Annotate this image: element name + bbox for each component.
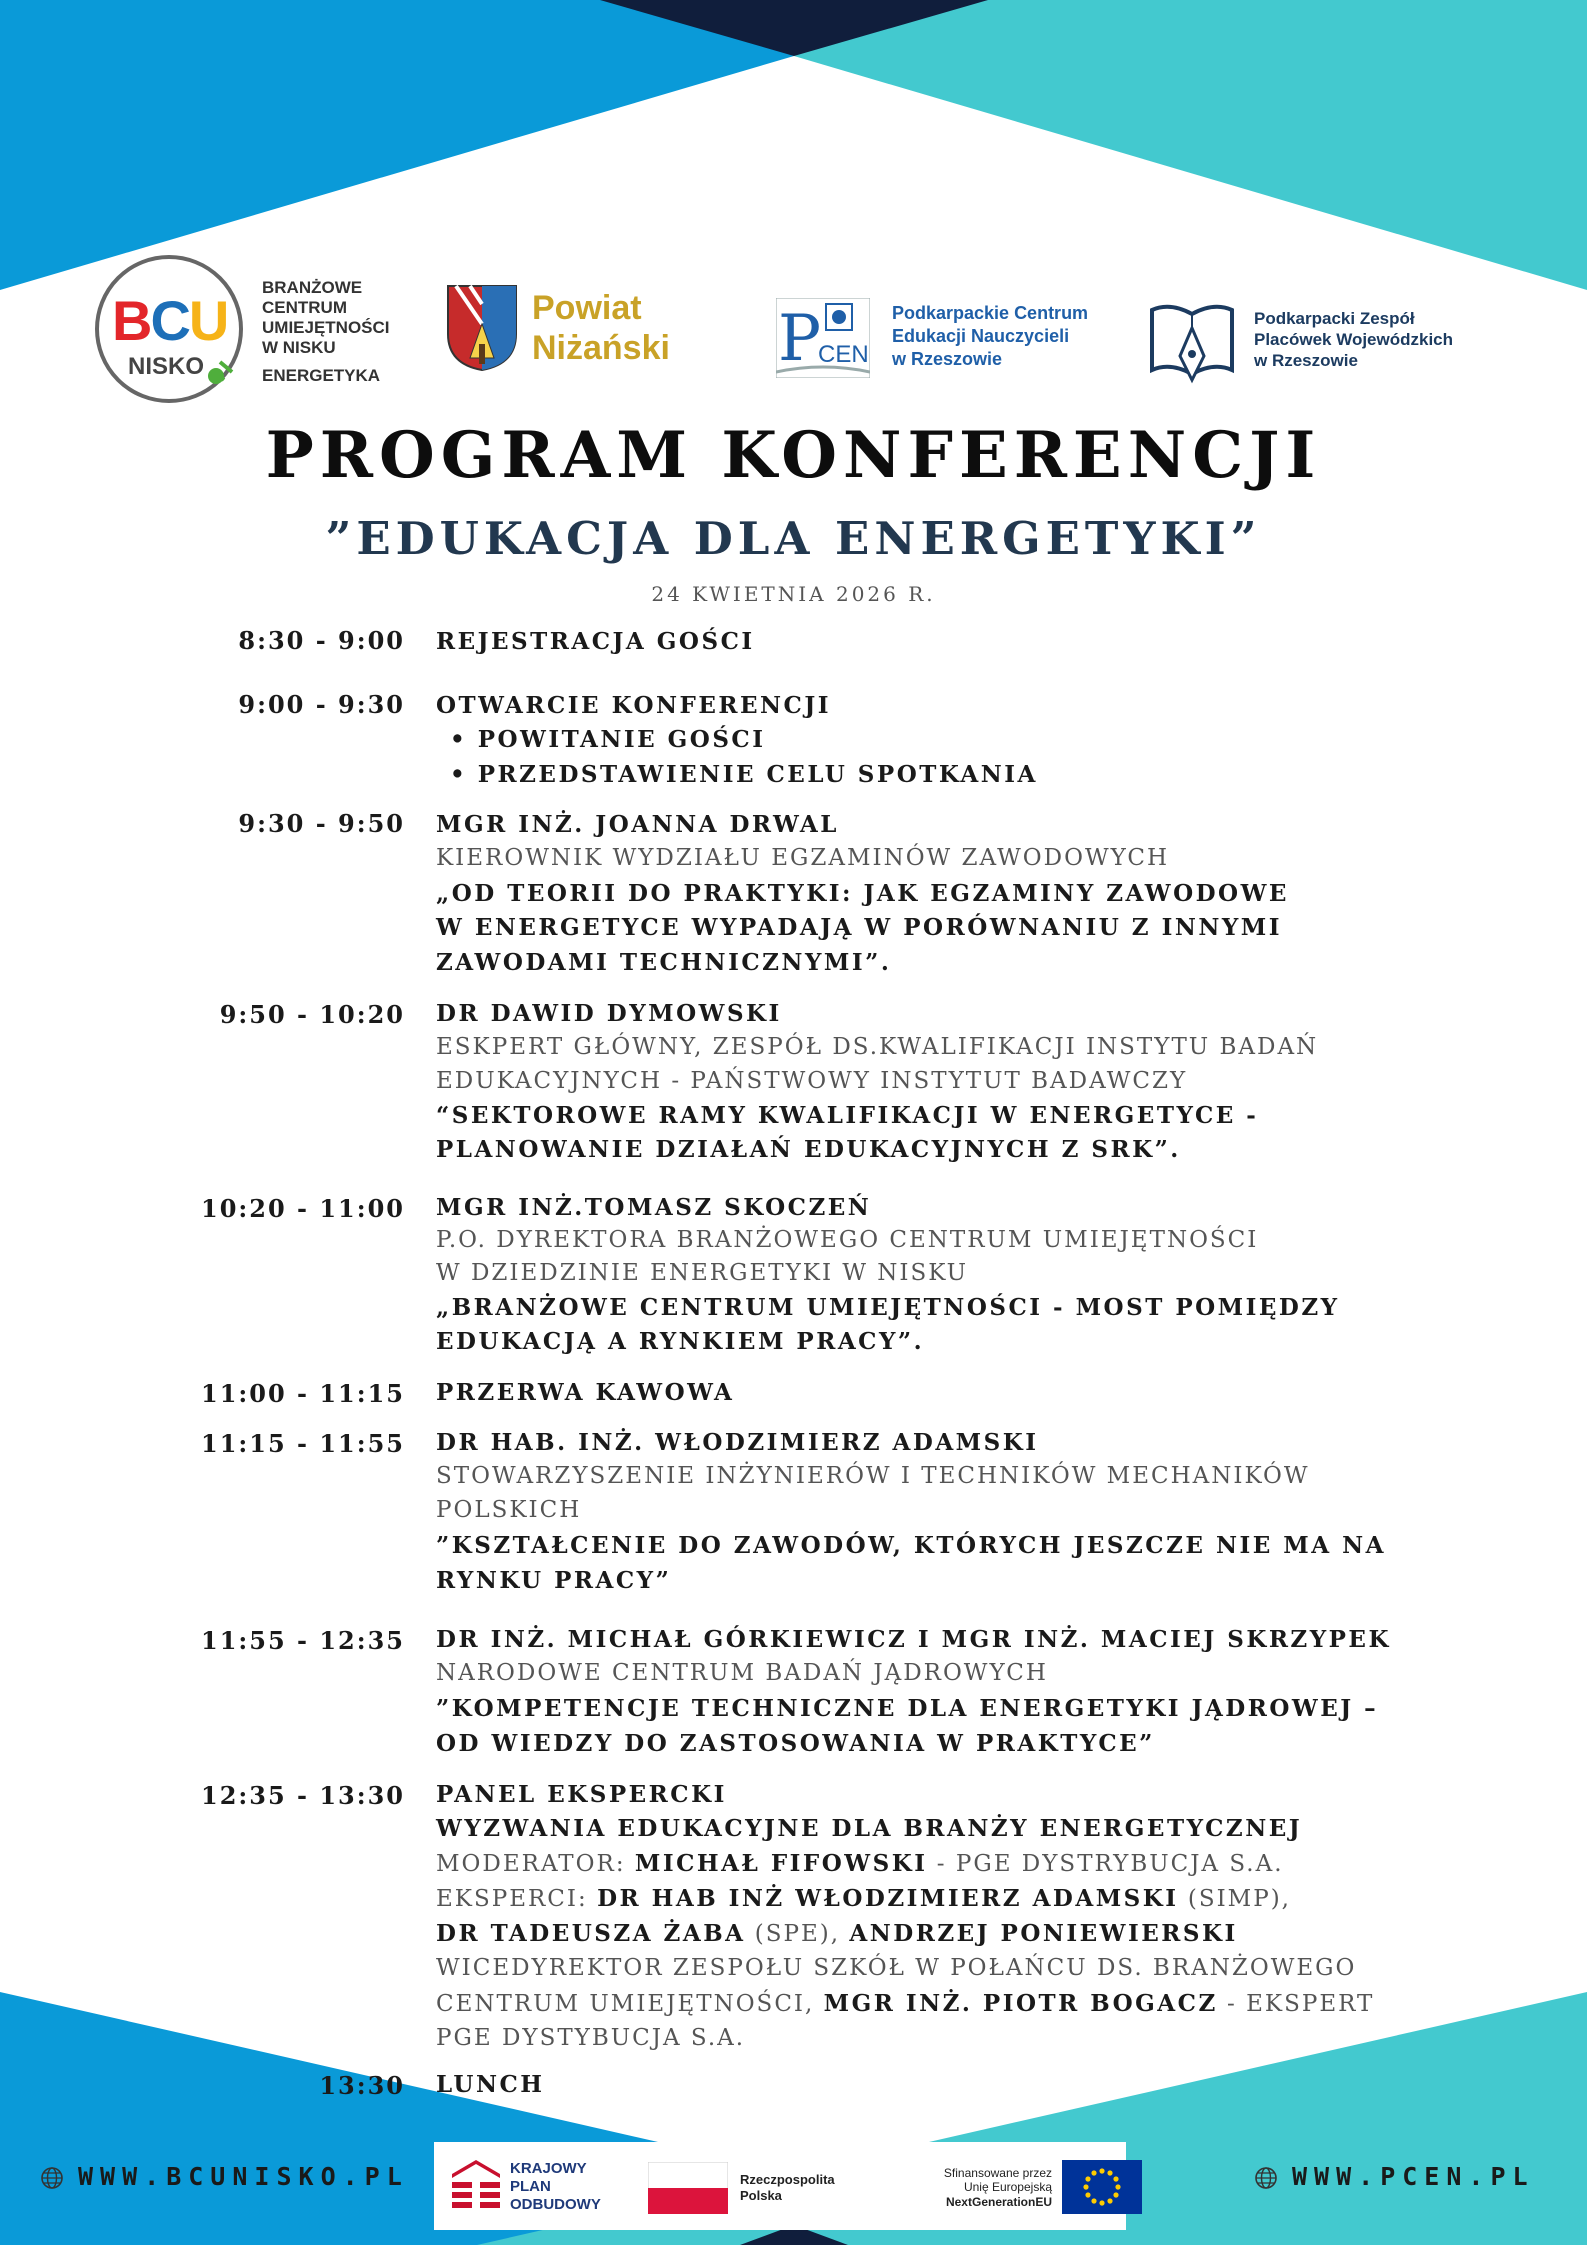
talk-title: RYNKU PRACY” xyxy=(436,1567,672,1594)
speaker-role: STOWARZYSZENIE INŻYNIERÓW I TECHNIKÓW MECHANIKÓW xyxy=(436,1463,1310,1489)
talk-title: „OD TEORII DO PRAKTYKI: JAK EGZAMINY ZAWODOWE xyxy=(436,880,1289,907)
session-time: 11:15 - 11:55 xyxy=(201,1429,405,1458)
funding-logos xyxy=(434,2142,1126,2230)
session-title: REJESTRACJA GOŚCI xyxy=(436,628,755,655)
speaker-name: MGR INŻ. JOANNA DRWAL xyxy=(436,811,839,838)
bcu-letters: BCU xyxy=(112,289,228,352)
globe-icon xyxy=(40,2166,64,2190)
session-time: 10:20 - 11:00 xyxy=(201,1194,405,1223)
talk-title: „BRANŻOWE CENTRUM UMIEJĘTNOŚCI - MOST POMIĘDZY xyxy=(436,1294,1340,1321)
talk-title: “SEKTOROWE RAMY KWALIFIKACJI W ENERGETYCE - xyxy=(436,1102,1259,1129)
session-time: 11:55 - 12:35 xyxy=(201,1626,405,1655)
talk-title: ”KSZTAŁCENIE DO ZAWODÓW, KTÓRYCH JESZCZE NIE MA NA xyxy=(436,1532,1386,1559)
session-time: 8:30 - 9:00 xyxy=(238,626,405,655)
pcen-name: Podkarpackie Centrum Edukacji Nauczycieli w Rzeszowie xyxy=(892,303,1089,369)
bullet-item: • PRZEDSTAWIENIE CELU SPOTKANIA xyxy=(450,761,1038,788)
bcu-name: BRANŻOWE CENTRUM UMIEJĘTNOŚCI W NISKU ENERGETYKA xyxy=(262,278,390,385)
talk-title: W ENERGETYCE WYPADAJĄ W PORÓWNANIU Z INNYMI xyxy=(436,914,1283,941)
talk-title: EDUKACJĄ A RYNKIEM PRACY”. xyxy=(436,1328,925,1355)
talk-title: ZAWODAMI TECHNICZNYMI”. xyxy=(436,949,892,976)
panel-topic: WYZWANIA EDUKACYJNE DLA BRANŻY ENERGETYCZNEJ xyxy=(436,1815,1303,1842)
bcu-sub: NISKO xyxy=(128,353,205,380)
speaker-role: W DZIEDZINIE ENERGETYKI W NISKU xyxy=(436,1260,969,1286)
panel-experts: PGE DYSTYBUCJA S.A. xyxy=(436,2025,746,2051)
session-title: LUNCH xyxy=(436,2071,545,2098)
talk-title: OD WIEDZY DO ZASTOSOWANIA W PRAKTYCE” xyxy=(436,1730,1155,1757)
pcen-mark-text: CEN xyxy=(818,341,869,368)
talk-title: ”KOMPETENCJE TECHNICZNE DLA ENERGETYKI JĄDROWEJ – xyxy=(436,1695,1379,1722)
globe-icon xyxy=(1254,2166,1278,2190)
eu-text: Sfinansowane przez Unię Europejską NextGenerationEU xyxy=(943,2166,1052,2209)
session-time: 9:30 - 9:50 xyxy=(238,809,405,838)
page-title: PROGRAM KONFERENCJI xyxy=(265,418,1322,493)
speaker-role: NARODOWE CENTRUM BADAŃ JĄDROWYCH xyxy=(436,1660,1048,1686)
speaker-role: EDUKACYJNYCH - PAŃSTWOWY INSTYTUT BADAWCZY xyxy=(436,1068,1188,1094)
poland-flag-icon xyxy=(648,2162,728,2214)
conference-date: 24 KWIETNIA 2026 R. xyxy=(651,582,936,606)
session-title: PRZERWA KAWOWA xyxy=(436,1379,735,1406)
panel-moderator: MODERATOR: MICHAŁ FIFOWSKI - PGE DYSTRYBUCJA S.A. xyxy=(436,1850,1284,1877)
speaker-name: DR INŻ. MICHAŁ GÓRKIEWICZ I MGR INŻ. MACIEJ SKRZYPEK xyxy=(436,1626,1391,1653)
svg-text:P: P xyxy=(778,302,822,376)
pzpw-name: Podkarpacki Zespół Placówek Wojewódzkich w Rzeszowie xyxy=(1254,309,1454,370)
powiat-name: Powiat Niżański xyxy=(532,289,670,367)
speaker-name: DR DAWID DYMOWSKI xyxy=(436,1000,782,1027)
panel-experts: CENTRUM UMIEJĘTNOŚCI, MGR INŻ. PIOTR BOGACZ - EKSPERT xyxy=(436,1990,1375,2017)
session-time: 13:30 xyxy=(319,2071,405,2100)
bullet-item: • POWITANIE GOŚCI xyxy=(450,726,766,753)
session-time: 11:00 - 11:15 xyxy=(201,1379,405,1408)
kpo-icon xyxy=(450,2158,502,2216)
talk-title: PLANOWANIE DZIAŁAŃ EDUKACYJNYCH Z SRK”. xyxy=(436,1136,1181,1163)
page-subtitle: ”EDUKACJA DLA ENERGETYKI” xyxy=(325,512,1262,565)
eu-flag-icon xyxy=(1062,2160,1142,2214)
kpo-text: KRAJOWY PLAN ODBUDOWY xyxy=(510,2160,601,2213)
speaker-role: P.O. DYREKTORA BRANŻOWEGO CENTRUM UMIEJĘTNOŚCI xyxy=(436,1227,1259,1253)
speaker-name: MGR INŻ.TOMASZ SKOCZEŃ xyxy=(436,1194,872,1221)
panel-experts: EKSPERCI: DR HAB INŻ WŁODZIMIERZ ADAMSKI (SIMP), xyxy=(436,1885,1291,1912)
rp-text: Rzeczpospolita Polska xyxy=(740,2172,835,2203)
session-time: 9:00 - 9:30 xyxy=(238,690,405,719)
speaker-role: KIEROWNIK WYDZIAŁU EGZAMINÓW ZAWODOWYCH xyxy=(436,845,1170,871)
session-title: PANEL EKSPERCKI xyxy=(436,1781,727,1808)
panel-experts: DR TADEUSZA ŻABA (SPE), ANDRZEJ PONIEWIERSKI xyxy=(436,1920,1238,1947)
url-left[interactable]: WWW.BCUNISKO.PL xyxy=(40,2162,409,2191)
speaker-name: DR HAB. INŻ. WŁODZIMIERZ ADAMSKI xyxy=(436,1429,1039,1456)
session-time: 9:50 - 10:20 xyxy=(219,1000,405,1029)
url-right[interactable]: WWW.PCEN.PL xyxy=(1254,2162,1535,2191)
session-title: OTWARCIE KONFERENCJI xyxy=(436,692,831,719)
panel-experts: WICEDYREKTOR ZESPOŁU SZKÓŁ W POŁAŃCU DS. BRANŻOWEGO xyxy=(436,1955,1357,1981)
session-time: 12:35 - 13:30 xyxy=(201,1781,405,1810)
speaker-role: ESKPERT GŁÓWNY, ZESPÓŁ DS.KWALIFIKACJI INSTYTU BADAŃ xyxy=(436,1034,1319,1060)
speaker-role: POLSKICH xyxy=(436,1497,582,1523)
